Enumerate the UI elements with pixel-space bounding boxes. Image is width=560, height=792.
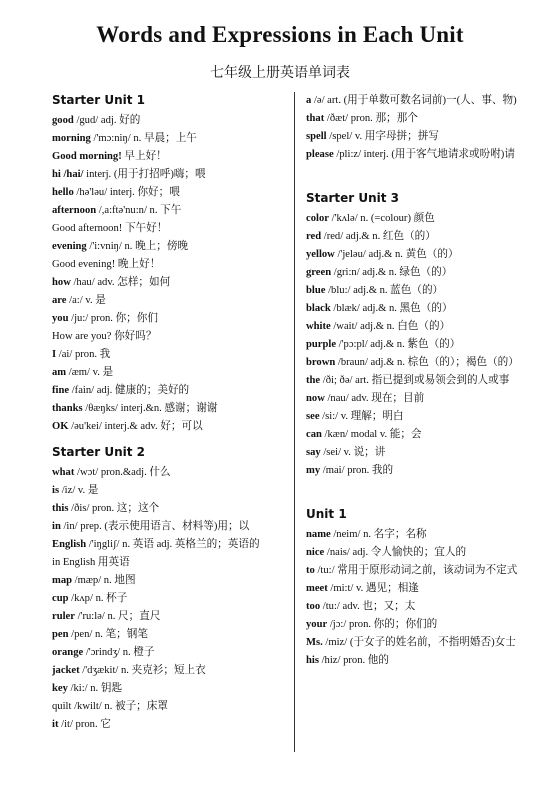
vocab-entry [52, 662, 292, 680]
vocab-word: brown [306, 357, 336, 368]
vocab-entry [52, 382, 292, 400]
vocab-entry [306, 616, 528, 634]
vocab-entry [306, 444, 528, 462]
vocab-word: blue [306, 285, 326, 296]
vocab-word: it [52, 719, 59, 730]
vocab-entry [52, 220, 292, 238]
vocab-definition: /gud/ adj. 好的 [73, 115, 141, 126]
section-title: Unit 1 [306, 507, 347, 521]
vocab-word: can [306, 429, 322, 440]
section-spacer [306, 164, 528, 182]
vocab-entry [306, 652, 528, 670]
vocab-word: in English [52, 557, 96, 568]
vocab-word: you [52, 313, 69, 324]
vocab-word: ruler [52, 611, 75, 622]
vocab-word: a [306, 95, 312, 106]
vocab-definition: /spel/ v. 用字母拼；拼写 [326, 131, 439, 142]
vocab-word: too [306, 601, 321, 612]
vocab-word: evening [52, 241, 87, 252]
vocab-word: this [52, 503, 69, 514]
vocab-definition: /hau/ adv. 怎样；如何 [70, 277, 171, 288]
vocab-entry [52, 166, 292, 184]
vocab-definition: /nau/ adv. 现在；目前 [324, 393, 425, 404]
vocab-word: How are you? [52, 331, 112, 342]
vocab-word: fine [52, 385, 70, 396]
vocab-definition: /'ru:lə/ n. 尺；直尺 [74, 611, 161, 622]
vocab-entry [306, 210, 528, 228]
vocab-word: morning [52, 133, 91, 144]
vocab-definition: /æm/ v. 是 [66, 367, 114, 378]
vocab-entry [52, 716, 292, 734]
vocab-word: cup [52, 593, 69, 604]
vocab-word: thanks [52, 403, 83, 414]
vocab-definition: /fain/ adj. 健康的；美好的 [69, 385, 190, 396]
vocab-definition: /'iŋgliʃ/ n. 英语 adj. 英格兰的；英语的 [86, 539, 260, 550]
vocab-word: name [306, 529, 331, 540]
vocab-entry [52, 364, 292, 382]
vocab-entry [306, 634, 528, 652]
vocab-definition: /mai/ pron. 我的 [320, 465, 394, 476]
vocab-entry [306, 300, 528, 318]
vocab-entry [306, 544, 528, 562]
vocab-entry [52, 608, 292, 626]
vocab-word: quilt [52, 701, 72, 712]
vocab-word: afternoon [52, 205, 97, 216]
vocab-entry [52, 626, 292, 644]
vocab-word: good [52, 115, 74, 126]
vocab-word: purple [306, 339, 337, 350]
vocab-word: black [306, 303, 331, 314]
vocab-entry [306, 146, 528, 164]
page-title: Words and Expressions in Each Unit [96, 22, 464, 47]
vocab-word: what [52, 467, 75, 478]
vocab-definition: /jɔ:/ pron. 你的；你们的 [327, 619, 438, 630]
vocab-definition: /pli:z/ interj. (用于客气地请求或吩咐)请 [333, 149, 515, 160]
vocab-entry [52, 572, 292, 590]
vocab-word: Good evening! [52, 259, 116, 270]
vocab-entry [52, 590, 292, 608]
vocab-entry [52, 464, 292, 482]
vocab-entry [306, 228, 528, 246]
vocab-word: to [306, 565, 315, 576]
vocab-entry [52, 482, 292, 500]
vocab-definition: /iz/ v. 是 [59, 485, 99, 496]
vocab-definition: /ju:/ pron. 你；你们 [68, 313, 158, 324]
vocab-definition: /ai/ pron. 我 [56, 349, 111, 360]
vocab-entry [306, 562, 528, 580]
vocab-entry [52, 518, 292, 536]
vocab-definition: /'kʌlə/ n. (=colour) 颜色 [328, 213, 435, 224]
vocab-word: white [306, 321, 331, 332]
vocab-word: nice [306, 547, 325, 558]
vocab-entry [52, 256, 292, 274]
page-subtitle: 七年级上册英语单词表 [210, 65, 350, 81]
vocab-word: Good afternoon! [52, 223, 123, 234]
vocab-word: orange [52, 647, 84, 658]
vocab-definition: /ə/ art. (用于单数可数名词前)一(人、事、物) [311, 95, 517, 106]
vocab-definition: /əu'kei/ interj.& adv. 好；可以 [68, 421, 203, 432]
vocab-entry [306, 318, 528, 336]
vocab-word: is [52, 485, 60, 496]
vocab-definition: 早上好！ [121, 151, 167, 162]
vocab-definition: /'pɔ:pl/ adj.& n. 紫色（的） [336, 339, 461, 350]
vocab-word: color [306, 213, 329, 224]
vocab-entry [306, 110, 528, 128]
vocab-definition: /θæŋks/ interj.&n. 感谢；谢谢 [82, 403, 218, 414]
vocab-definition: interj. (用于打招呼)嗨；喂 [83, 169, 206, 180]
vocab-word: pen [52, 629, 69, 640]
vocab-word: key [52, 683, 68, 694]
vocab-entry [52, 112, 292, 130]
vocab-entry [306, 462, 528, 480]
vocab-definition: 晚上好！ [115, 259, 161, 270]
vocab-definition: /tu:/ 常用于原形动词之前，该动词为不定式 [314, 565, 518, 576]
vocab-definition: /neim/ n. 名字；名称 [330, 529, 427, 540]
vocab-entry [306, 526, 528, 544]
vocab-definition: /'dʒækit/ n. 夹克衫；短上衣 [79, 665, 206, 676]
vocab-word: that [306, 113, 325, 124]
vocab-word: I [52, 349, 57, 360]
vocab-definition: /ki:/ n. 钥匙 [67, 683, 123, 694]
vocab-definition: /mi:t/ v. 遇见；相逢 [327, 583, 419, 594]
vocab-definition: /miz/ (于女子的姓名前，不指明婚否)女士 [322, 637, 516, 648]
vocab-entry [52, 238, 292, 256]
vocab-definition: 你好吗？ [111, 331, 157, 342]
right-column [306, 92, 528, 670]
vocab-definition: /gri:n/ adj.& n. 绿色（的） [331, 267, 453, 278]
vocab-entry [52, 184, 292, 202]
vocab-definition: /red/ adj.& n. 红色（的） [321, 231, 436, 242]
vocab-word: Ms. [306, 637, 323, 648]
vocab-definition: /'i:vniŋ/ n. 晚上；傍晚 [86, 241, 189, 252]
vocab-word: see [306, 411, 320, 422]
vocab-definition: /blæk/ adj.& n. 黑色（的） [330, 303, 453, 314]
vocab-entry [52, 310, 292, 328]
vocab-definition: /kæn/ modal v. 能；会 [321, 429, 422, 440]
vocab-entry [306, 354, 528, 372]
vocab-word: your [306, 619, 328, 630]
vocab-word: his [306, 655, 319, 666]
column-divider [294, 92, 295, 752]
vocab-word: now [306, 393, 325, 404]
vocab-entry [306, 246, 528, 264]
vocab-definition: /braun/ adj.& n. 棕色（的）；褐色（的） [335, 357, 519, 368]
vocab-definition: /kʌp/ n. 杯子 [68, 593, 128, 604]
vocab-entry [306, 92, 528, 110]
vocab-definition: /sei/ v. 说；讲 [320, 447, 386, 458]
vocab-definition: /hə'ləu/ interj. 你好；喂 [73, 187, 180, 198]
vocab-word: red [306, 231, 322, 242]
vocab-definition: /kwilt/ n. 被子；床罩 [71, 701, 168, 712]
vocab-entry [52, 400, 292, 418]
vocab-entry [52, 554, 292, 572]
vocab-word: English [52, 539, 87, 550]
vocab-definition: /blu:/ adj.& n. 蓝色（的） [325, 285, 444, 296]
vocab-definition: /wɔt/ pron.&adj. 什么 [74, 467, 171, 478]
vocab-entry [52, 418, 292, 436]
vocab-word: jacket [52, 665, 80, 676]
vocab-entry [52, 328, 292, 346]
vocab-definition: /pen/ n. 笔；钢笔 [68, 629, 148, 640]
vocab-definition: /nais/ adj. 令人愉快的；宜人的 [324, 547, 467, 558]
vocab-definition: /'mɔ:niŋ/ n. 早晨；上午 [90, 133, 197, 144]
vocab-entry [52, 536, 292, 554]
vocab-entry [306, 336, 528, 354]
vocab-entry [52, 148, 292, 166]
vocab-definition: /mæp/ n. 地图 [72, 575, 136, 586]
vocab-definition: 用英语 [95, 557, 130, 568]
vocab-entry [52, 202, 292, 220]
vocab-word: my [306, 465, 321, 476]
vocab-definition: 下午好！ [122, 223, 168, 234]
vocab-word: yellow [306, 249, 335, 260]
vocab-word: map [52, 575, 73, 586]
left-column [52, 92, 292, 734]
vocab-entry [52, 500, 292, 518]
vocab-definition: /,a:ftə'nu:n/ n. 下午 [96, 205, 182, 216]
vocab-definition: /a:/ v. 是 [66, 295, 106, 306]
vocab-word: OK [52, 421, 69, 432]
vocab-entry [306, 128, 528, 146]
vocab-word: are [52, 295, 67, 306]
vocab-word: please [306, 149, 334, 160]
vocab-entry [306, 598, 528, 616]
vocab-definition: /wait/ adj.& n. 白色（的） [330, 321, 451, 332]
vocab-entry [306, 426, 528, 444]
vocab-word: hello [52, 187, 74, 198]
vocab-word: green [306, 267, 332, 278]
section-title: Starter Unit 2 [52, 445, 146, 459]
vocab-entry [306, 282, 528, 300]
vocab-word: in [52, 521, 61, 532]
vocab-word: am [52, 367, 67, 378]
section-spacer [306, 480, 528, 498]
vocab-entry [52, 680, 292, 698]
vocab-entry [306, 580, 528, 598]
vocab-entry [52, 274, 292, 292]
vocab-definition: /it/ pron. 它 [58, 719, 111, 730]
vocab-definition: /tu:/ adv. 也；又；太 [320, 601, 416, 612]
vocab-entry [306, 264, 528, 282]
vocab-entry [306, 390, 528, 408]
section-title: Starter Unit 1 [52, 93, 146, 107]
vocab-word: spell [306, 131, 327, 142]
vocab-entry [306, 372, 528, 390]
vocab-entry [52, 130, 292, 148]
vocab-word: say [306, 447, 321, 458]
vocab-entry [306, 408, 528, 426]
vocab-entry [52, 698, 292, 716]
vocab-word: Good morning! [52, 151, 122, 162]
vocab-definition: /ðis/ pron. 这；这个 [68, 503, 160, 514]
vocab-word: hi /hai/ [52, 169, 84, 180]
vocab-definition: /in/ prep. (表示使用语言、材料等)用；以 [60, 521, 250, 532]
vocab-entry [52, 346, 292, 364]
vocab-definition: /si:/ v. 理解；明白 [319, 411, 404, 422]
vocab-definition: /ði; ðə/ art. 指已提到或易领会到的人或事 [320, 375, 510, 386]
vocab-definition: /'ɔrindʒ/ n. 橙子 [83, 647, 155, 658]
section-title: Starter Unit 3 [306, 191, 400, 205]
vocab-word: meet [306, 583, 328, 594]
vocab-definition: /hiz/ pron. 他的 [318, 655, 389, 666]
vocab-word: the [306, 375, 321, 386]
vocab-entry [52, 292, 292, 310]
vocab-definition: /ðæt/ pron. 那；那个 [324, 113, 418, 124]
vocab-entry [52, 644, 292, 662]
vocab-definition: /'jeləu/ adj.& n. 黄色（的） [334, 249, 459, 260]
vocab-word: how [52, 277, 71, 288]
